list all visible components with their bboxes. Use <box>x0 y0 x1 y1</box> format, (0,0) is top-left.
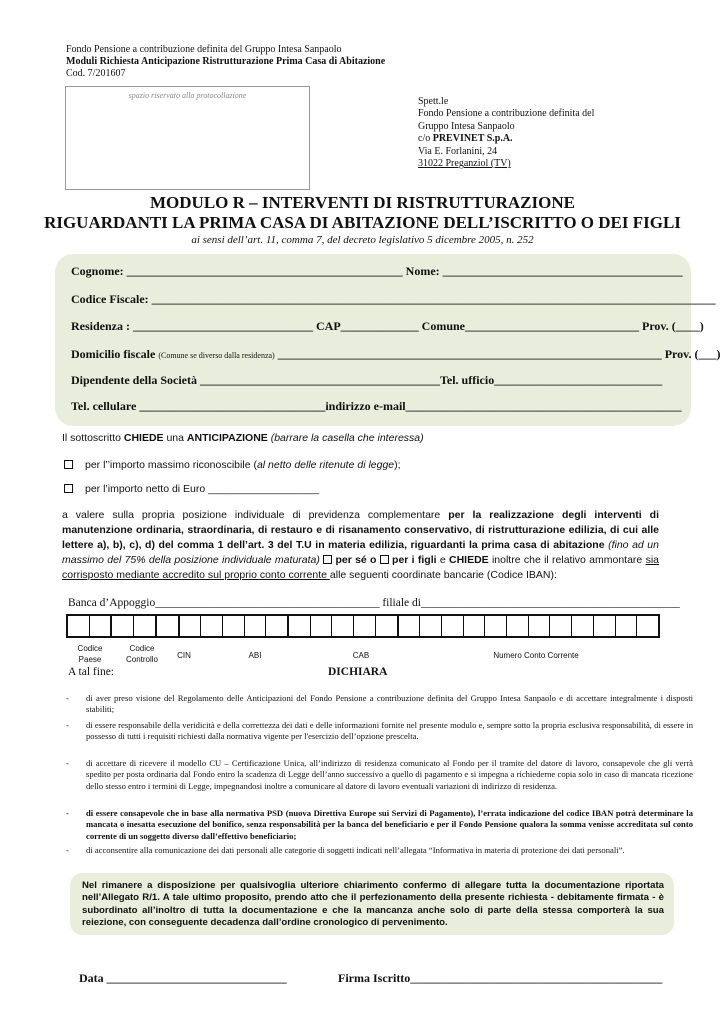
protocol-box <box>65 86 310 190</box>
iban-label-cin: CIN <box>177 651 191 660</box>
tax-domicile-note: (Comune se diverso dalla residenza) <box>158 351 275 360</box>
iban-cell[interactable] <box>594 616 616 636</box>
intro-instruction: (barrare la casella che interessa) <box>267 432 424 444</box>
checkbox-children-icon[interactable] <box>380 555 389 564</box>
iban-cell[interactable] <box>464 616 486 636</box>
iban-label-cab: CAB <box>352 651 370 660</box>
tax-domicile-line: ________________________________________________________________ Prov. (___) <box>274 347 721 361</box>
iban-cell[interactable] <box>68 616 90 636</box>
declaration-text: di essere consapevole che in base alla normativa PSD (nuova Direttiva Europe sui Servizi di Pagamento), l’errata indicazione del codice IBAN potrà determinare la mancata o inesatta esecuzione del bonifico, senza responsabilità per la banca del beneficiario e per il Fondo Pensione qualora la somma venisse accreditata sul conto corrente di un soggetto diverso dall’effettivo beneficiario; <box>86 808 693 841</box>
intro-anticipazione: ANTICIPAZIONE <box>186 432 268 444</box>
request-intro <box>62 432 424 444</box>
declaration-text: di accettare di ricevere il modello CU – Certificazione Unica, all’indirizzo di residenza comunicato al Fondo per il tramite del datore di lavoro, consapevole che gli verrà spedito per posta ordinaria dal Fondo entro la scadenza di Legge dell’anno successivo a quello di pagamento e si impegna a richiederne copia solo in caso di mancata ricezione dello stesso entro i termini di Legge, impegnandosi inoltre a comunicare al datore di lavoro eventuali variazioni di indirizzo di residenza. <box>86 758 693 791</box>
iban-cell[interactable] <box>442 616 464 636</box>
addressee-line: Gruppo Intesa Sanpaolo <box>418 120 515 132</box>
addressee-company: PREVINET S.p.A. <box>432 133 513 145</box>
iban-cell[interactable] <box>180 616 202 636</box>
par-text: alle seguenti coordinate bancarie (Codice IBAN): <box>329 569 557 581</box>
iban-cell[interactable] <box>266 616 289 636</box>
addressee-line <box>418 133 594 145</box>
form-title-line2: RIGUARDANTI LA PRIMA CASA DI ABITAZIONE DELL’ISCRITTO O DEI FIGLI <box>44 213 681 232</box>
par-underline: sia corrisposto mediante accredito sul proprio conto corrente <box>62 554 659 581</box>
iban-cell[interactable] <box>420 616 442 636</box>
iban-label-country: Codice Paese <box>77 644 103 664</box>
par-text: e <box>436 554 449 566</box>
option-net-amount[interactable] <box>64 483 319 495</box>
form-subtitle: ai sensi dell’art. 11, comma 7, del decreto legislativo 5 dicembre 2005, n. 252 <box>191 234 534 246</box>
declaration-item: - di aver preso visione del Regolamento delle Anticipazioni del Fondo Pensione a contribuzione definita del Gruppo Intesa Sanpaolo e di accettare integralmente i disposti stabiliti; <box>66 693 693 715</box>
addressee-line: Fondo Pensione a contribuzione definita del <box>418 108 595 120</box>
iban-cell[interactable] <box>572 616 594 636</box>
addressee-line: Via E. Forlanini, 24 <box>418 145 498 157</box>
bank-branch-field[interactable]: Banca d’Appoggio_______________________________________ filiale di_____________________________________________ <box>68 597 680 609</box>
header-fund-name: Fondo Pensione a contribuzione definita del Gruppo Intesa Sanpaolo <box>66 44 342 55</box>
addressee-co: c/o <box>418 133 433 145</box>
iban-cell[interactable] <box>90 616 113 636</box>
protocol-box-label: spazio riservato alla protocollazione <box>128 91 247 100</box>
option-max-amount[interactable] <box>64 459 401 471</box>
iban-cell[interactable] <box>399 616 421 636</box>
iban-label-abi: ABI <box>248 651 262 660</box>
form-title-line1: MODULO R – INTERVENTI DI RISTRUTTURAZIONE <box>150 193 575 212</box>
iban-cell[interactable] <box>616 616 638 636</box>
intro-chiede: CHIEDE <box>123 432 164 444</box>
header-form-name: Moduli Richiesta Anticipazione Ristrutturazione Prima Casa di Abitazione <box>66 56 386 67</box>
iban-cell[interactable] <box>157 616 180 636</box>
tal-fine-label: A tal fine: <box>68 666 114 678</box>
employer-phone-field[interactable]: Dipendente della Società ________________________________________Tel. ufficio____________________________ <box>71 373 663 387</box>
option-text-italic: al netto delle ritenute di legge <box>256 459 395 471</box>
addressee-block <box>418 96 594 170</box>
par-bold: CHIEDE <box>448 554 489 566</box>
declaration-item: - di accettare di ricevere il modello CU – Certificazione Unica, all’indirizzo di residenza comunicato al Fondo per il tramite del datore di lavoro, consapevole che gli verrà spedito per posta ordinaria dal Fondo entro la scadenza di Legge dell’anno successivo a quello di pagamento e si impegna a richiederne copia solo in caso di mancata ricezione dello stesso entro i termini di Legge, impegnandosi inoltre a comunicare al datore di lavoro eventuali variazioni di indirizzo di residenza. <box>66 758 693 791</box>
iban-cell[interactable] <box>134 616 157 636</box>
par-bold: per la realizzazione degli interventi di manutenzione ordinaria, straordinaria, di restauro e di risanamento conservativo, di ristrutturazione edilizia, di cui alle lettere a), b), c), d) del comma 1 dell’art. 3 del T.U in materia edilizia, riguardanti la prima casa di abitazione <box>62 509 659 551</box>
signature-field[interactable]: Firma Iscritto__________________________________________ <box>338 971 663 985</box>
residence-field[interactable]: Residenza : ______________________________ CAP_____________ Comune_____________________________ Prov. (____) <box>71 319 704 333</box>
notice-text: Nel rimanere a disposizione per qualsivoglia ulteriore chiarimento confermo di allegare tutta la documentazione riportata nell’Allegato R/1. A tale ultimo proposito, prendo atto che il perfezionamento della presente richiesta - debitamente firmata - è subordinato all’inoltro di tutta la documentazione e che la mancanza anche solo di parte della stessa comporterà la sua reiezione, con conseguente decadenza dall’ordine cronologico di pervenimento. <box>82 880 664 928</box>
iban-cell[interactable] <box>311 616 333 636</box>
iban-cell[interactable] <box>112 616 134 636</box>
par-italic: (fino ad un massimo del 75% della posizione individuale maturata) <box>62 539 659 566</box>
checkbox-icon[interactable] <box>64 484 73 493</box>
dichiara-heading: DICHIARA <box>328 666 388 678</box>
iban-cell[interactable] <box>485 616 507 636</box>
checkbox-icon[interactable] <box>64 460 73 469</box>
iban-cell[interactable] <box>201 616 223 636</box>
option-text: ); <box>394 459 401 471</box>
iban-cell[interactable] <box>507 616 529 636</box>
iban-cell[interactable] <box>376 616 399 636</box>
declaration-item: - di essere responsabile della veridicità e della correttezza dei dati e delle informazioni fornite nel presente modulo e, sempre sotto la propria esclusiva responsabilità, di essere in possesso di tutti i requisiti richiesti dalla normativa vigente per l'esercizio dell’opzione prescelta. <box>66 720 693 742</box>
iban-cell[interactable] <box>289 616 311 636</box>
iban-cell[interactable] <box>354 616 376 636</box>
declaration-text: di aver preso visione del Regolamento delle Anticipazioni del Fondo Pensione a contribuzione definita del Gruppo Intesa Sanpaolo e di accettare integralmente i disposti stabiliti; <box>86 693 693 715</box>
option-text: per l’’importo massimo riconoscibile ( <box>85 459 257 471</box>
date-field[interactable]: Data ______________________________ <box>79 971 287 985</box>
surname-name-field[interactable]: Cognome: ______________________________________________ Nome: ________________________________________ <box>71 264 683 278</box>
declaration-text: di essere responsabile della veridicità e della correttezza dei dati e delle informazioni fornite nel presente modulo e, sempre sotto la propria esclusiva responsabilità, di essere in possesso di tutti i requisiti richiesti dalla normativa vigente per l'esercizio dell’opzione prescelta. <box>86 720 693 742</box>
notice-panel <box>70 873 674 935</box>
tax-domicile-field[interactable] <box>71 347 721 362</box>
addressee-line: Spett.le <box>418 96 449 107</box>
personal-data-panel <box>55 254 721 426</box>
request-paragraph <box>62 508 659 583</box>
tax-domicile-label: Domicilio fiscale <box>71 347 159 361</box>
par-text: a valere sulla propria posizione individuale di previdenza complementare <box>62 509 449 521</box>
par-text: inoltre che il relativo ammontare <box>488 554 646 566</box>
iban-cell[interactable] <box>529 616 551 636</box>
addressee-line: 31022 Preganziol (TV) <box>418 158 511 170</box>
header-code: Cod. 7/201607 <box>66 68 126 79</box>
iban-cell[interactable] <box>637 616 658 636</box>
declaration-item: - di acconsentire alla comunicazione dei dati personali alle categorie di soggetti indicati nell’allegata “Informativa in materia di protezione dei dati personali”. <box>66 845 693 856</box>
iban-cell[interactable] <box>332 616 354 636</box>
intro-text: Il sottoscritto <box>62 432 124 444</box>
declaration-item: - di essere consapevole che in base alla normativa PSD (nuova Direttiva Europe sui Servizi di Pagamento), l’errata indicazione del codice IBAN potrà determinare la mancata o inesatta esecuzione del bonifico, senza responsabilità per la banca del beneficiario e per il Fondo Pensione qualora la somma venisse accreditata sul conto corrente di un soggetto diverso dall’effettivo beneficiario; <box>66 808 693 841</box>
option-text: per l’importo netto di Euro ___________________ <box>85 483 320 495</box>
iban-cell[interactable] <box>223 616 245 636</box>
declaration-text: di acconsentire alla comunicazione dei dati personali alle categorie di soggetti indicati nell’allegata “Informativa in materia di protezione dei dati personali”. <box>86 845 625 855</box>
iban-grid[interactable] <box>66 614 660 638</box>
iban-cell[interactable] <box>245 616 267 636</box>
intro-text: una <box>163 432 187 444</box>
iban-label-account: Numero Conto Corrente <box>493 651 579 660</box>
mobile-email-field[interactable]: Tel. cellulare _______________________________indirizzo e-mail______________________________________________ <box>71 399 682 413</box>
iban-cell[interactable] <box>550 616 572 636</box>
checkbox-self-icon[interactable] <box>323 555 332 564</box>
par-bold: per i figli <box>388 554 437 566</box>
par-bold: per sé o <box>332 554 380 566</box>
iban-label-check: Codice Controllo <box>125 644 158 664</box>
tax-code-field[interactable]: Codice Fiscale: ______________________________________________________________________________________________ <box>71 292 716 306</box>
